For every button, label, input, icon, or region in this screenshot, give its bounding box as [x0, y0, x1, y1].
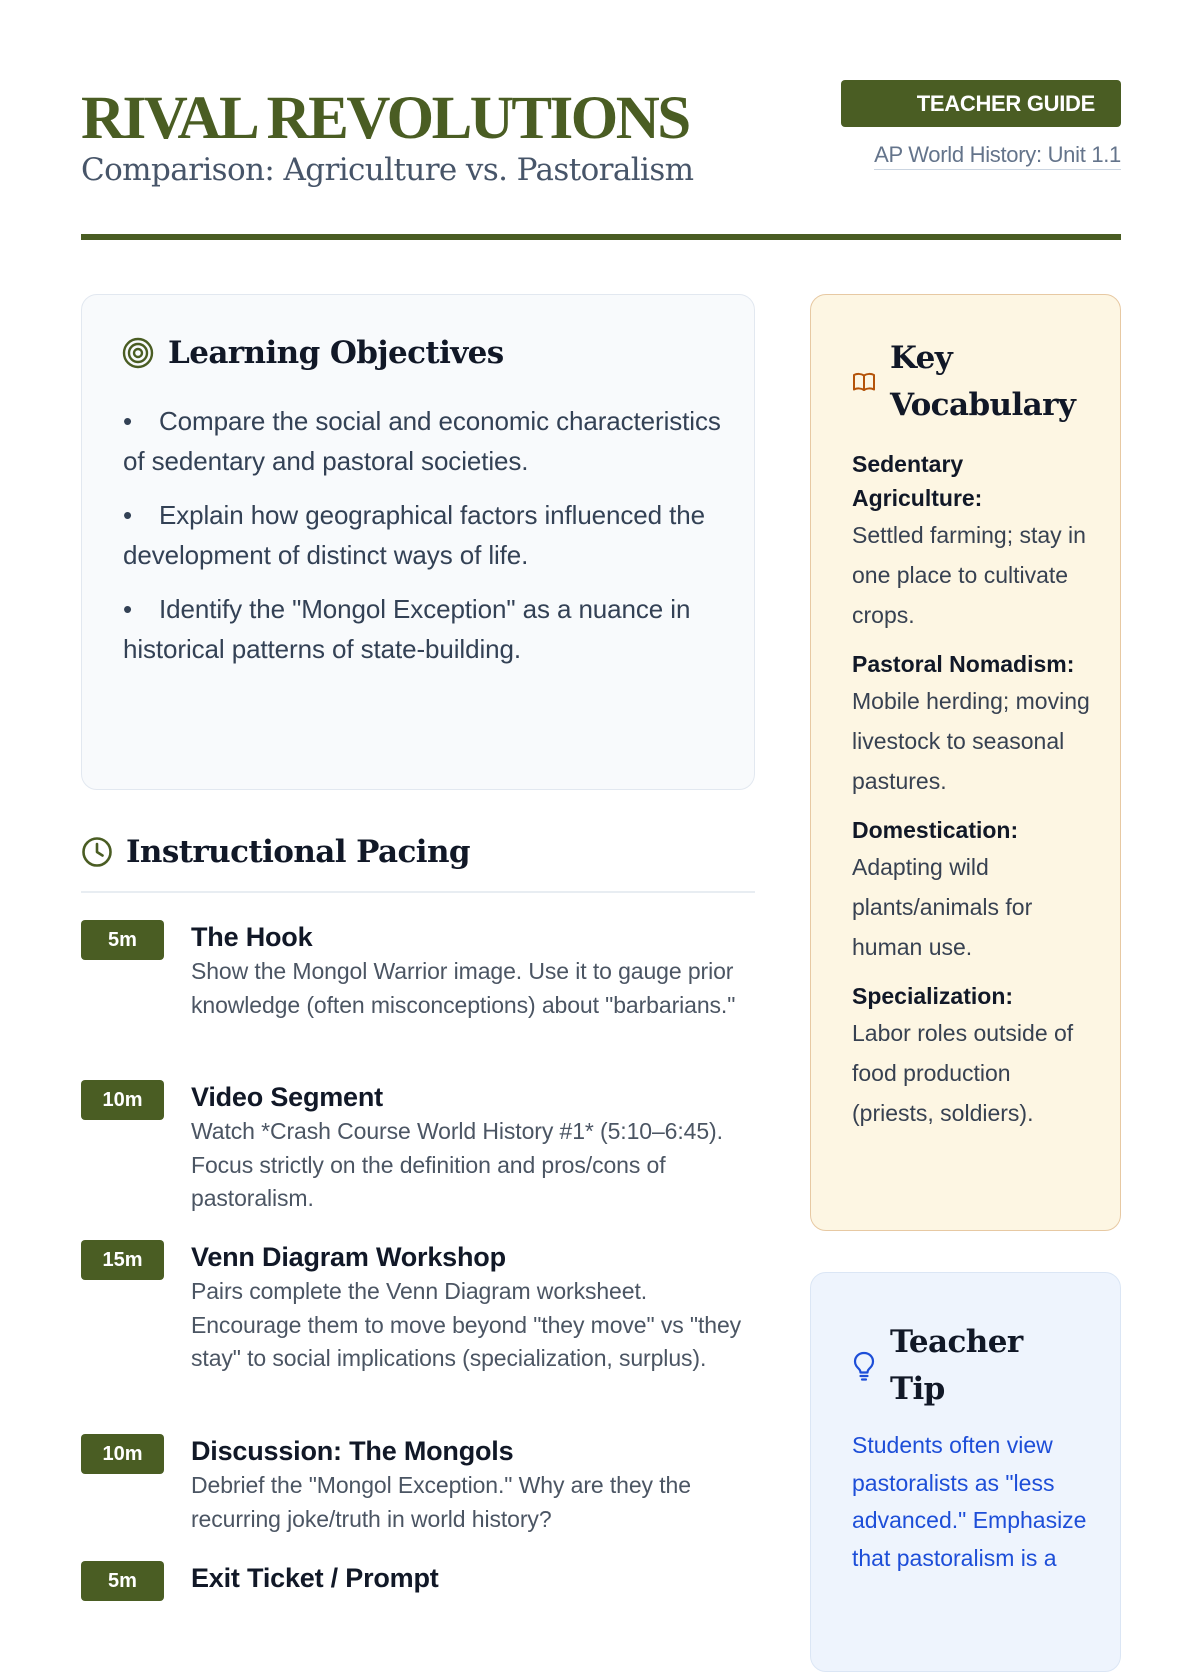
vocab-definition: Adapting wild plants/animals for human use.: [852, 854, 1033, 960]
objectives-heading: [122, 335, 504, 371]
pacing-item-title: The Hook: [191, 922, 313, 952]
book-icon: [851, 369, 877, 395]
list-item: • Compare the social and economic characteristics of sedentary and pastoral societies.: [123, 401, 723, 481]
duration-badge: 10m: [81, 1434, 164, 1474]
list-item: • Explain how geographical factors influenced the development of distinct ways of life.: [123, 495, 723, 575]
page-subtitle: Comparison: Agriculture vs. Pastoralism: [81, 152, 694, 188]
vocab-term: Pastoral Nomadism:: [852, 651, 1075, 677]
duration-badge: 5m: [81, 920, 164, 960]
key-vocabulary-card: [810, 294, 1121, 1231]
vocab-title-line: Vocabulary: [890, 387, 1076, 423]
pacing-heading: [81, 834, 470, 870]
vocab-title: [890, 335, 1075, 429]
vocab-heading: [851, 335, 1075, 429]
tip-title: [890, 1319, 1023, 1413]
vocab-entry: [852, 979, 1092, 1133]
vocab-term: Domestication:: [852, 817, 1019, 843]
vocab-term: Sedentary Agriculture:: [852, 451, 983, 511]
lightbulb-icon: [851, 1350, 877, 1382]
vocab-definition: Mobile herding; moving livestock to seasonal pastures.: [852, 688, 1090, 794]
pacing-title: Instructional Pacing: [126, 834, 470, 870]
tip-text: Students often view pastoralists as "less advanced." Emphasize that pastoralism is a: [852, 1432, 1087, 1571]
vocab-definition: Labor roles outside of food production (priests, soldiers).: [852, 1020, 1074, 1126]
duration-badge: 5m: [81, 1561, 164, 1601]
vocab-list: [852, 447, 1092, 1145]
course-label[interactable]: AP World History: Unit 1.1: [874, 142, 1121, 170]
tip-title-line: Tip: [890, 1371, 945, 1407]
pacing-item-description: Show the Mongol Warrior image. Use it to gauge prior knowledge (often misconceptions) about "barbarians.": [191, 958, 736, 1018]
duration-badge: 15m: [81, 1240, 164, 1280]
vocab-entry: [852, 647, 1092, 801]
pacing-item-title: Video Segment: [191, 1082, 383, 1112]
clock-icon: [81, 836, 113, 868]
teacher-guide-badge: TEACHER GUIDE: [841, 80, 1121, 127]
objectives-title: Learning Objectives: [168, 335, 504, 371]
pacing-item-description: Debrief the "Mongol Exception." Why are they the recurring joke/truth in world history?: [191, 1472, 691, 1532]
vocab-entry: [852, 447, 1092, 635]
pacing-item-title: Venn Diagram Workshop: [191, 1242, 506, 1272]
learning-objectives-card: [81, 294, 755, 790]
duration-badge: 10m: [81, 1080, 164, 1120]
pacing-item-description: Pairs complete the Venn Diagram worksheet. Encourage them to move beyond "they move" vs "they stay" to social implications (specialization, surplus).: [191, 1278, 742, 1371]
vocab-entry: [852, 813, 1092, 967]
target-icon: [122, 337, 154, 369]
teacher-tip-card: [810, 1272, 1121, 1672]
objectives-list: [123, 401, 723, 683]
vocab-term: Specialization:: [852, 983, 1014, 1009]
pacing-divider: [81, 891, 755, 893]
pacing-item-description: Watch *Crash Course World History #1* (5:10–6:45). Focus strictly on the definition and pros/cons of pastoralism.: [191, 1118, 723, 1211]
vocab-definition: Settled farming; stay in one place to cultivate crops.: [852, 522, 1086, 628]
list-item: • Identify the "Mongol Exception" as a nuance in historical patterns of state-building.: [123, 589, 723, 669]
pacing-item-title: Exit Ticket / Prompt: [191, 1563, 439, 1593]
header-divider: [81, 234, 1121, 240]
pacing-item-title: Discussion: The Mongols: [191, 1436, 514, 1466]
page-title: RIVAL REVOLUTIONS: [81, 85, 689, 152]
vocab-title-line: Key: [890, 340, 953, 376]
tip-heading: [851, 1319, 1023, 1413]
tip-title-line: Teacher: [890, 1324, 1023, 1360]
